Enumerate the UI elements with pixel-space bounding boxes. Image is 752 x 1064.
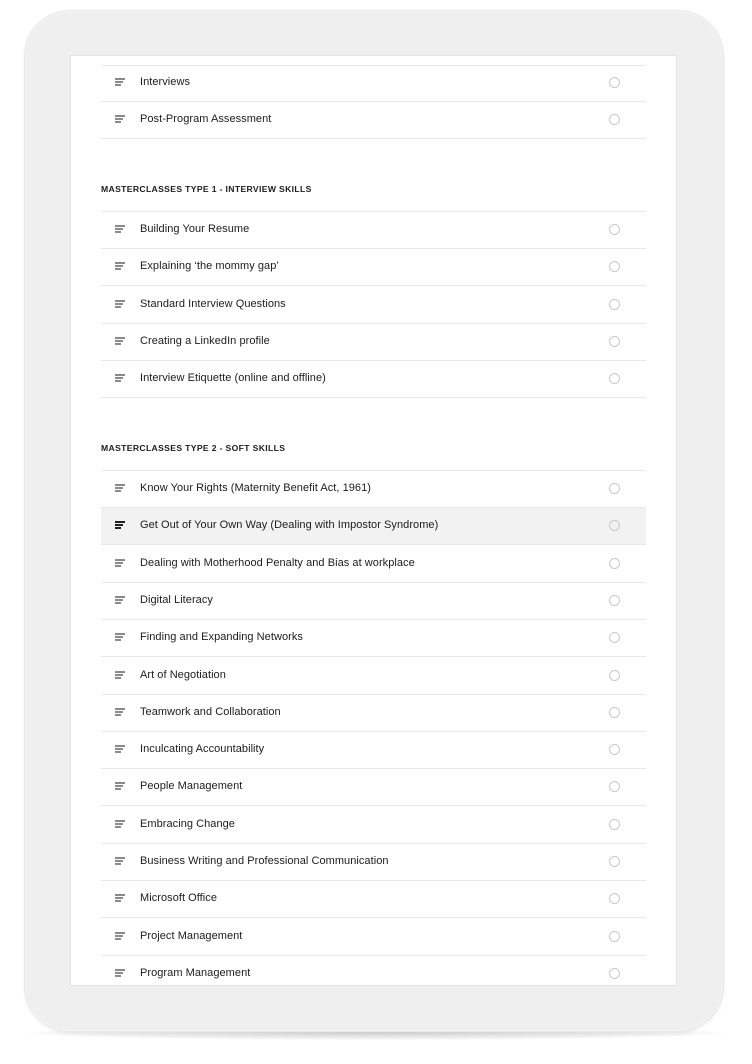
text-lines-icon — [115, 559, 125, 567]
lesson-title: Project Management — [140, 930, 243, 942]
completion-status-icon[interactable] — [609, 261, 620, 272]
lesson-title: Art of Negotiation — [140, 669, 226, 681]
text-lines-icon — [115, 969, 125, 977]
text-lines-icon — [115, 521, 125, 529]
text-lines-icon — [115, 857, 125, 865]
completion-status-icon[interactable] — [609, 114, 620, 125]
lesson-title: Get Out of Your Own Way (Dealing with Impostor Syndrome) — [140, 519, 439, 531]
lesson-title: Explaining ‘the mommy gap’ — [140, 260, 279, 272]
lesson-item[interactable] — [101, 956, 646, 986]
text-lines-icon — [115, 782, 125, 790]
text-lines-icon — [115, 894, 125, 902]
lesson-item[interactable] — [101, 844, 646, 881]
lesson-item[interactable] — [101, 658, 646, 695]
lesson-item[interactable] — [101, 471, 646, 508]
text-lines-icon — [115, 932, 125, 940]
lesson-list-screen[interactable] — [70, 55, 677, 986]
lesson-item[interactable] — [101, 324, 646, 361]
text-lines-icon — [115, 633, 125, 641]
lesson-title: Dealing with Motherhood Penalty and Bias at workplace — [140, 557, 415, 569]
lesson-item[interactable] — [101, 287, 646, 324]
lesson-title: Embracing Change — [140, 818, 235, 830]
completion-status-icon[interactable] — [609, 520, 620, 531]
lesson-item[interactable] — [101, 919, 646, 956]
lesson-title: Know Your Rights (Maternity Benefit Act, 1961) — [140, 482, 371, 494]
completion-status-icon[interactable] — [609, 299, 620, 310]
lesson-title: Finding and Expanding Networks — [140, 631, 303, 643]
text-lines-icon — [115, 115, 125, 123]
lesson-title: Post-Program Assessment — [140, 113, 272, 125]
text-lines-icon — [115, 484, 125, 492]
lesson-item[interactable] — [101, 881, 646, 918]
completion-status-icon[interactable] — [609, 595, 620, 606]
lesson-title: Digital Literacy — [140, 594, 213, 606]
completion-status-icon[interactable] — [609, 893, 620, 904]
lesson-item[interactable] — [101, 620, 646, 657]
completion-status-icon[interactable] — [609, 670, 620, 681]
text-lines-icon — [115, 745, 125, 753]
completion-status-icon[interactable] — [609, 968, 620, 979]
completion-status-icon[interactable] — [609, 373, 620, 384]
completion-status-icon[interactable] — [609, 483, 620, 494]
lesson-title: Standard Interview Questions — [140, 298, 286, 310]
lesson-title: Business Writing and Professional Communication — [140, 855, 389, 867]
lesson-title: Teamwork and Collaboration — [140, 706, 281, 718]
text-lines-icon — [115, 300, 125, 308]
lesson-title: Interview Etiquette (online and offline) — [140, 372, 326, 384]
completion-status-icon[interactable] — [609, 931, 620, 942]
completion-status-icon[interactable] — [609, 781, 620, 792]
lesson-title: Inculcating Accountability — [140, 743, 265, 755]
section-heading: MASTERCLASSES TYPE 2 - SOFT SKILLS — [101, 443, 286, 453]
completion-status-icon[interactable] — [609, 632, 620, 643]
lesson-item[interactable] — [101, 583, 646, 620]
lesson-item[interactable] — [101, 732, 646, 769]
text-lines-icon — [115, 708, 125, 716]
lesson-title: Microsoft Office — [140, 892, 218, 904]
completion-status-icon[interactable] — [609, 819, 620, 830]
completion-status-icon[interactable] — [609, 336, 620, 347]
text-lines-icon — [115, 262, 125, 270]
lesson-title: Building Your Resume — [140, 223, 250, 235]
lesson-item[interactable] — [101, 508, 646, 545]
completion-status-icon[interactable] — [609, 707, 620, 718]
lesson-title: Interviews — [140, 76, 191, 88]
completion-status-icon[interactable] — [609, 224, 620, 235]
lesson-item[interactable] — [101, 361, 646, 398]
text-lines-icon — [115, 78, 125, 86]
completion-status-icon[interactable] — [609, 77, 620, 88]
text-lines-icon — [115, 225, 125, 233]
text-lines-icon — [115, 337, 125, 345]
lesson-item[interactable] — [101, 65, 646, 102]
completion-status-icon[interactable] — [609, 558, 620, 569]
lesson-title: People Management — [140, 780, 243, 792]
text-lines-icon — [115, 596, 125, 604]
section-heading: MASTERCLASSES TYPE 1 - INTERVIEW SKILLS — [101, 184, 312, 194]
completion-status-icon[interactable] — [609, 744, 620, 755]
text-lines-icon — [115, 820, 125, 828]
lesson-item[interactable] — [101, 546, 646, 583]
lesson-item[interactable] — [101, 807, 646, 844]
lesson-item[interactable] — [101, 212, 646, 249]
lesson-title: Program Management — [140, 967, 251, 979]
lesson-item[interactable] — [101, 769, 646, 806]
text-lines-icon — [115, 374, 125, 382]
lesson-item[interactable] — [101, 249, 646, 286]
lesson-title: Creating a LinkedIn profile — [140, 335, 270, 347]
text-lines-icon — [115, 671, 125, 679]
lesson-item[interactable] — [101, 695, 646, 732]
completion-status-icon[interactable] — [609, 856, 620, 867]
lesson-item[interactable] — [101, 102, 646, 139]
